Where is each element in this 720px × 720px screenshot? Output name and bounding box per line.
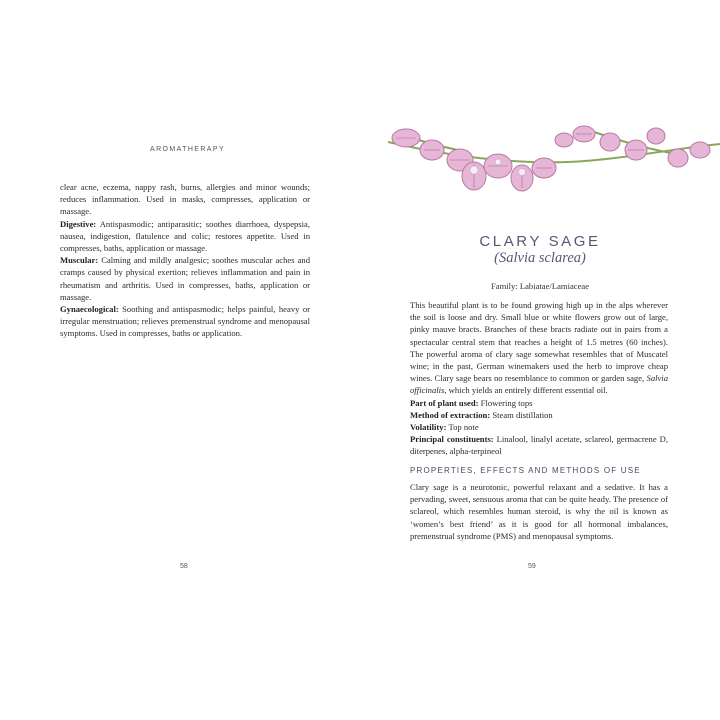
description-italic: Salvia officinalis xyxy=(410,373,668,396)
digestive-text: Antispasmodic; antiparasitic; soothes diarrhoea, dyspepsia, nausea, indigestion, flatulence and colic; restores appetite. Used in compresses, baths, application or massage. xyxy=(60,218,310,254)
fact-label-method: Method of extraction: xyxy=(410,409,491,420)
latin-name: (Salvia sclarea) xyxy=(494,250,586,266)
page-number-left: 58 xyxy=(180,563,188,570)
gynaecological-text: Soothing and antispasmodic; helps painful, heavy or irregular menstruation; relieves premenstrual syndrome and menopausal symptoms. Used in compresses, baths or application. xyxy=(60,304,310,339)
fact-label-volatility: Volatility: xyxy=(410,422,447,433)
digestive-label: Digestive: xyxy=(60,218,97,229)
gynaecological-label: Gynaecological: xyxy=(60,304,119,315)
bracts xyxy=(392,126,710,191)
fact-value-constituents: Linalool, linalyl acetate, sclareol, germacrene D, diterpenes, alpha-terpineol xyxy=(410,434,668,457)
intro-text: clear acne, eczema, nappy rash, burns, allergies and minor wounds; reduces inflammation. Used in masks, compresses, application or massage. xyxy=(60,182,310,217)
section-heading: PROPERTIES, EFFECTS AND METHODS OF USE xyxy=(410,466,641,475)
page-title: CLARY SAGE xyxy=(479,233,601,250)
right-page xyxy=(360,0,720,720)
muscular-text: Calming and mildly analgesic; soothes muscular aches and cramps caused by physical exertion; relieves inflammation and pain in rheumatism and arthritis. Used in compresses, baths, application or massage. xyxy=(60,255,310,302)
plant-family: Family: Labiatae/Lamiaceae xyxy=(490,281,590,291)
description-text-end: , which yields an entirely different essential oil. xyxy=(444,385,608,396)
fact-value-part: Flowering tops xyxy=(478,397,533,408)
left-body-text xyxy=(60,181,310,340)
fact-label-constituents: Principal constituents: xyxy=(410,434,494,445)
right-body-text xyxy=(410,299,668,458)
section-body-text xyxy=(410,481,668,542)
section-paragraph: Clary sage is a neurotonic, powerful relaxant and a sedative. It has a pervading, sweet, sensuous aroma that can be quite heady. The presence of sclareol, which resembles human steroid, is why the oil is known as ‘women’s best friend’ as it is good for all hormonal imbalances, premenstrual syndrome (PMS) and menopausal symptoms. xyxy=(410,482,668,541)
fact-value-volatility: Top note xyxy=(446,422,479,433)
fact-value-method: Steam distillation xyxy=(490,409,553,420)
fact-label-part: Part of plant used: xyxy=(410,397,479,408)
running-head: AROMATHERAPY xyxy=(150,146,226,153)
muscular-label: Muscular: xyxy=(60,255,99,266)
description-text: This beautiful plant is to be found growing high up in the alps wherever the soil is loose and dry. Small blue or white flowers grow out of large, pinky mauve bracts. Branches of these bracts radiate out in pairs from a spectacular central stem that reaches a height of 1.5 metres (60 inches). The powerful aroma of clary sage somewhat resembles that of Muscatel wine; in the past, German winemakers used the herb to improve cheap wines. Clary sage bears no resemblance to common or garden sage, xyxy=(410,300,668,384)
clary-sage-flower-illustration xyxy=(388,120,720,200)
page-number-right: 59 xyxy=(528,563,536,570)
